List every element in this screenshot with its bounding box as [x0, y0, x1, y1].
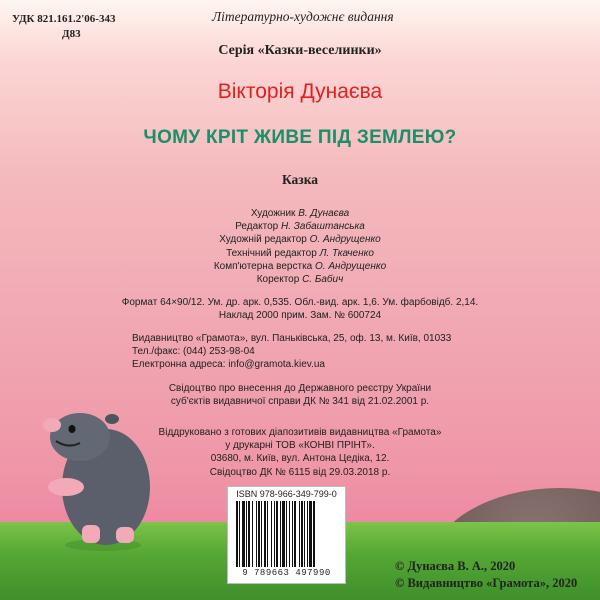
- barcode-bar: [289, 501, 290, 567]
- author-name: Вікторія Дунаєва: [217, 80, 383, 103]
- copyright-author: © Дунаєва В. А., 2020: [395, 559, 516, 573]
- barcode-bar: [264, 501, 266, 567]
- print-run-line: Наклад 2000 прим. Зам. № 600724: [218, 310, 382, 322]
- mole-head: [50, 413, 110, 461]
- mole-leg-right: [116, 527, 134, 543]
- barcode-icon: [234, 501, 339, 567]
- publisher-phone: Тел./факс: (044) 253-98-04: [132, 346, 255, 358]
- registration-line: суб'єктів видавничої справи ДК № 341 від 21.02.2001 р.: [170, 396, 430, 408]
- mole-leg-left: [82, 525, 100, 543]
- barcode-bar: [274, 501, 275, 567]
- barcode-number: 9 789663 497990: [242, 568, 331, 578]
- barcode-bar: [301, 501, 303, 567]
- genre-label: Літературно-художнє видання: [212, 9, 394, 24]
- credits-list: [0, 207, 600, 286]
- series-name: Серія «Казки-веселинки»: [218, 43, 382, 58]
- udk-code: [12, 12, 115, 42]
- printing-line: 03680, м. Київ, вул. Антона Цедіка, 12.: [210, 453, 390, 465]
- barcode-bar: [299, 501, 300, 567]
- barcode-bar: [239, 501, 240, 567]
- barcode-bar: [307, 501, 308, 567]
- credit-line: Технічний редактор Л. Ткаченко: [226, 247, 374, 259]
- publisher-email: Електронна адреса: info@gramota.kiev.ua: [132, 359, 325, 371]
- barcode-bar: [280, 501, 281, 567]
- barcode-bar: [276, 501, 278, 567]
- credit-line: Коректор С. Бабич: [256, 274, 344, 286]
- mole-ear: [105, 414, 119, 424]
- barcode-bar: [261, 501, 262, 567]
- barcode-bar: [252, 501, 253, 567]
- credit-line: Комп'ютерна верстка О. Андрущенко: [213, 260, 387, 272]
- barcode-bar: [236, 501, 238, 567]
- barcode-bar: [271, 501, 272, 567]
- barcode-bar: [304, 501, 305, 567]
- printing-line: Свідоцтво ДК № 6115 від 29.03.2018 р.: [209, 466, 391, 478]
- format-info: [0, 296, 600, 322]
- barcode-bar: [282, 501, 285, 567]
- barcode-bar: [256, 501, 257, 567]
- barcode-bar: [242, 501, 245, 567]
- barcode-bar: [294, 501, 296, 567]
- printing-line: у друкарні ТОВ «КОНВІ ПРІНТ».: [225, 440, 375, 452]
- book-title: ЧОМУ КРІТ ЖИВЕ ПІД ЗЕМЛЕЮ?: [143, 127, 457, 148]
- format-line: Формат 64×90/12. Ум. др. арк. 0,535. Обл.-вид. арк. 1,6. Ум. фарбовідб. 2,14.: [121, 297, 479, 308]
- barcode-bar: [258, 501, 260, 567]
- barcode-bar: [248, 501, 250, 567]
- copyright-publisher: © Видавництво «Грамота», 2020: [395, 576, 578, 590]
- credit-line: Художник В. Дунаєва: [250, 208, 350, 219]
- publisher-address: Видавництво «Грамота», вул. Паньківська, 25, оф. 13, м. Київ, 01033: [132, 333, 452, 344]
- udk-line: УДК 821.161.2'06-343: [12, 13, 116, 25]
- barcode-bar: [267, 501, 268, 567]
- isbn-barcode-box: [227, 486, 346, 584]
- book-genre: Казка: [281, 172, 319, 187]
- barcode-bar: [313, 501, 315, 567]
- publisher-info: [132, 332, 451, 372]
- barcode-bar: [246, 501, 247, 567]
- barcode-bar: [292, 501, 293, 567]
- udk-index: Д83: [62, 28, 81, 40]
- barcode-bar: [286, 501, 287, 567]
- printing-line: Віддруковано з готових діапозитивів видавництва «Грамота»: [158, 427, 442, 438]
- barcode-bar: [309, 501, 312, 567]
- mole-illustration: [38, 395, 168, 555]
- credit-line: Художній редактор О. Андрущенко: [219, 234, 381, 246]
- mole-nose: [43, 418, 61, 432]
- mole-arm: [48, 478, 84, 496]
- credit-line: Редактор Н. Забаштанська: [235, 221, 365, 233]
- registration-line: Свідоцтво про внесення до Державного реєстру України: [168, 383, 432, 394]
- mole-eye: [69, 425, 76, 433]
- isbn-label: ISBN 978-966-349-799-0: [236, 489, 337, 499]
